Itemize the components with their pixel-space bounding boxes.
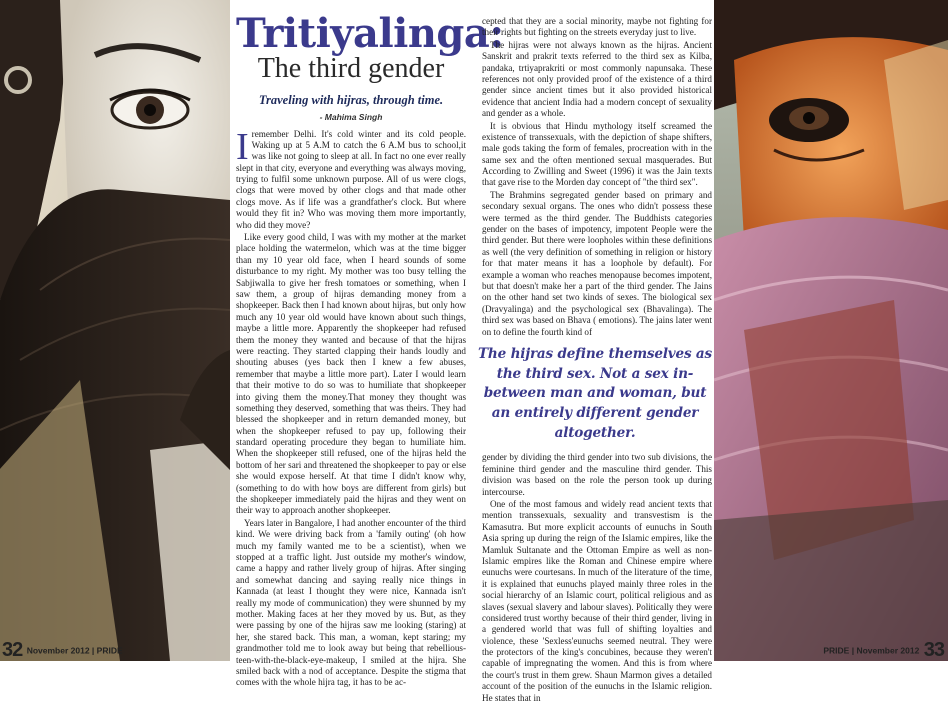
article-column-2 <box>478 16 712 704</box>
paragraph: cepted that they are a social minority, maybe not fighting for their rights but fighting on the streets everyday just to live. <box>482 16 712 38</box>
article-byline: - Mahima Singh <box>319 111 383 122</box>
paragraph: The Brahmins segregated gender based on primary and secondary sexual organs. The ones who didn't possess these were termed as the third gender. The Buddhists categories gender on the bases of impotency, impotent People were the third gender. But there were loopholes within these definitions as well (the very definition of something in religion or history for that mater means it has a loophole by default). For example a woman who reaches menopause becomes impotent, but that doesn't make her a part of the third gender. The Jains on the other hand set two kinds of sexes. The biological sex (Dravyalinga) and the psychological sex (Bhavalinga). The third sex was based on Bhava ( emotions). The jains later went on to define the fourth kind of <box>482 189 712 337</box>
left-photo-collage <box>0 0 230 661</box>
paragraph: Like every good child, I was with my mother at the market place holding the watermelon, which was at the time bigger than my 10 year old face, when I heard sounds of some disturbance to my right. My mother was too busy telling the Sabjiwalla to give her fresh tomatoes or something, when I saw them, a group of hijras demanding money from a shopkeeper. Back then I had known about hijras, but only how much any 10 year old would have known about such things, maybe a little more. Apparently the shopkeeper had refused them the money they wanted and because of that the hijras were reacting. They started clapping their hands loudly and shouting abuses (yes back then I knew a few abuses, remember that maybe a little more part). Later I would learn that their motive to do so was to humiliate that shopkeeper into giving them the money.That money they thought was something they deserved, something that was theirs. They had blessed the shopkeeper and in return demanded money, but when the shopkeeper refused to pay up, following their standard operating procedure they began to humiliate him. When the shopkeeper still refused, one of the hijras held the bottom of her sari and threatened the shopkeeper to pay or else she would expose herself. At that time I didn't know why, (something to do with how boys are different from girls) but the shopkeeper immediately paid the hijras and they went on their way to approach another shopkeeper. <box>236 232 466 516</box>
paragraph: Iremember Delhi. It's cold winter and its cold people. Waking up at 5 A.M to catch the 6 A.M bus to school,it was like not going to sleep at all. In fact no one ever really slept in that city, everyone and everything was always moving, trying to fulfil some unknown purpose. All of us were clogs, clogs that were moved by other clogs and that made other clogs move. As if life was a grandfather's clock. But where would they fit in? Who was moving them more importantly, who did they move? <box>236 125 466 230</box>
paragraph: It is obvious that Hindu mythology itself screamed the existence of transsexuals, with the depiction of shape shifters, male gods taking the form of females, procreation with in the same sex and the often mentioned sexual masquerades. But According to Zwilling and Sweet (1996) it was the Jain texts that gave rise to the Morden day concept of "the third sex". <box>482 120 712 188</box>
folio-text: November 2012 | PRIDE <box>26 645 123 656</box>
page-number: 33 <box>923 639 944 661</box>
folio-left <box>2 639 123 662</box>
paragraph: gender by dividing the third gender into two sub divisions, the feminine third gender and the masculine third gender. This division was based on the role the person took up during intercourse. <box>482 452 712 497</box>
article-deck: Traveling with hijras, through time. <box>258 93 444 108</box>
article-subtitle: The third gender <box>257 53 445 84</box>
folio-text: PRIDE | November 2012 <box>823 645 920 656</box>
paragraph: The hijras were not always known as the hijras. Ancient Sanskrit and prakrit texts referred to the third sex as Kilba, pandaka, trtiyaprakriti or most commonly napunsaka. These references not only provided proof of the existence of a third gender since ancient times but it also provided historical evidence that ancient India had a modern concept of sexuality and gender as a whole. <box>482 39 712 119</box>
right-photo-collage <box>714 0 948 661</box>
article-title: Tritiyalinga: <box>236 10 504 57</box>
page-number: 32 <box>2 639 23 661</box>
folio-right <box>823 639 944 662</box>
paragraph: Years later in Bangalore, I had another encounter of the third kind. We were driving back from a 'family outing' (oh how much my family wanted me to be a scientist), when we stopped at a traffic light. Just outside my mother's window, came a happy and rather lively group of hijras. After singing and somewhat dancing and saying really nice things in Kannada (at least I thought they were nice, Kannada isn't really my mode of communication) they were shunned by my mother. Making faces at her they moved by us. But, as they were passing by one of the hijras saw me looking (staring) at her, she stared back. This man, a woman, kept staring; my grandmother told me to look away but being that rebellious-teen-with-the-black-eye-makeup, I smiled at the hijra. She smiled back with a nod of acceptance. Despite the stigma that comes with the whole hijra tag, it has to be ac- <box>236 517 466 688</box>
article-column-1 <box>236 0 504 689</box>
drop-cap: I <box>236 125 249 168</box>
pull-quote: The hijras define themselves as the third sex. Not a sex in-between man and woman, but an entirely different gender altogether. <box>478 345 712 441</box>
paragraph: One of the most famous and widely read ancient texts that mention transsexuals, sexuality and transvestism is the Kamasutra. But more explicit accounts of eunuchs in South Asia spring up during the reign of the Islamic empires, like the Mamluk Sultanate and the Ottoman Empire as well as non-Islamic empires like the Roman and Chinese empire where eunuchs were courtesans. In much of the literature of the time, it is explained that eunuchs played mainly three roles in the social hierarchy of an Islamic court, political religious and as slaves (sexual slavery and labour slaves). Politically they were considered trust worthy because of their third gender, living in a gendered world that was full of shifting loyalties and violence, these 'Sexless'eunuchs seemed neutral. They were the protectors of the king's concubines, because they weren't capable of impregnating the women. And this is from where the court's trust in them grew. Shaun Marmon gives a detailed account of the position of the eunuchs in the Islamic religion. He states that in <box>482 499 712 703</box>
